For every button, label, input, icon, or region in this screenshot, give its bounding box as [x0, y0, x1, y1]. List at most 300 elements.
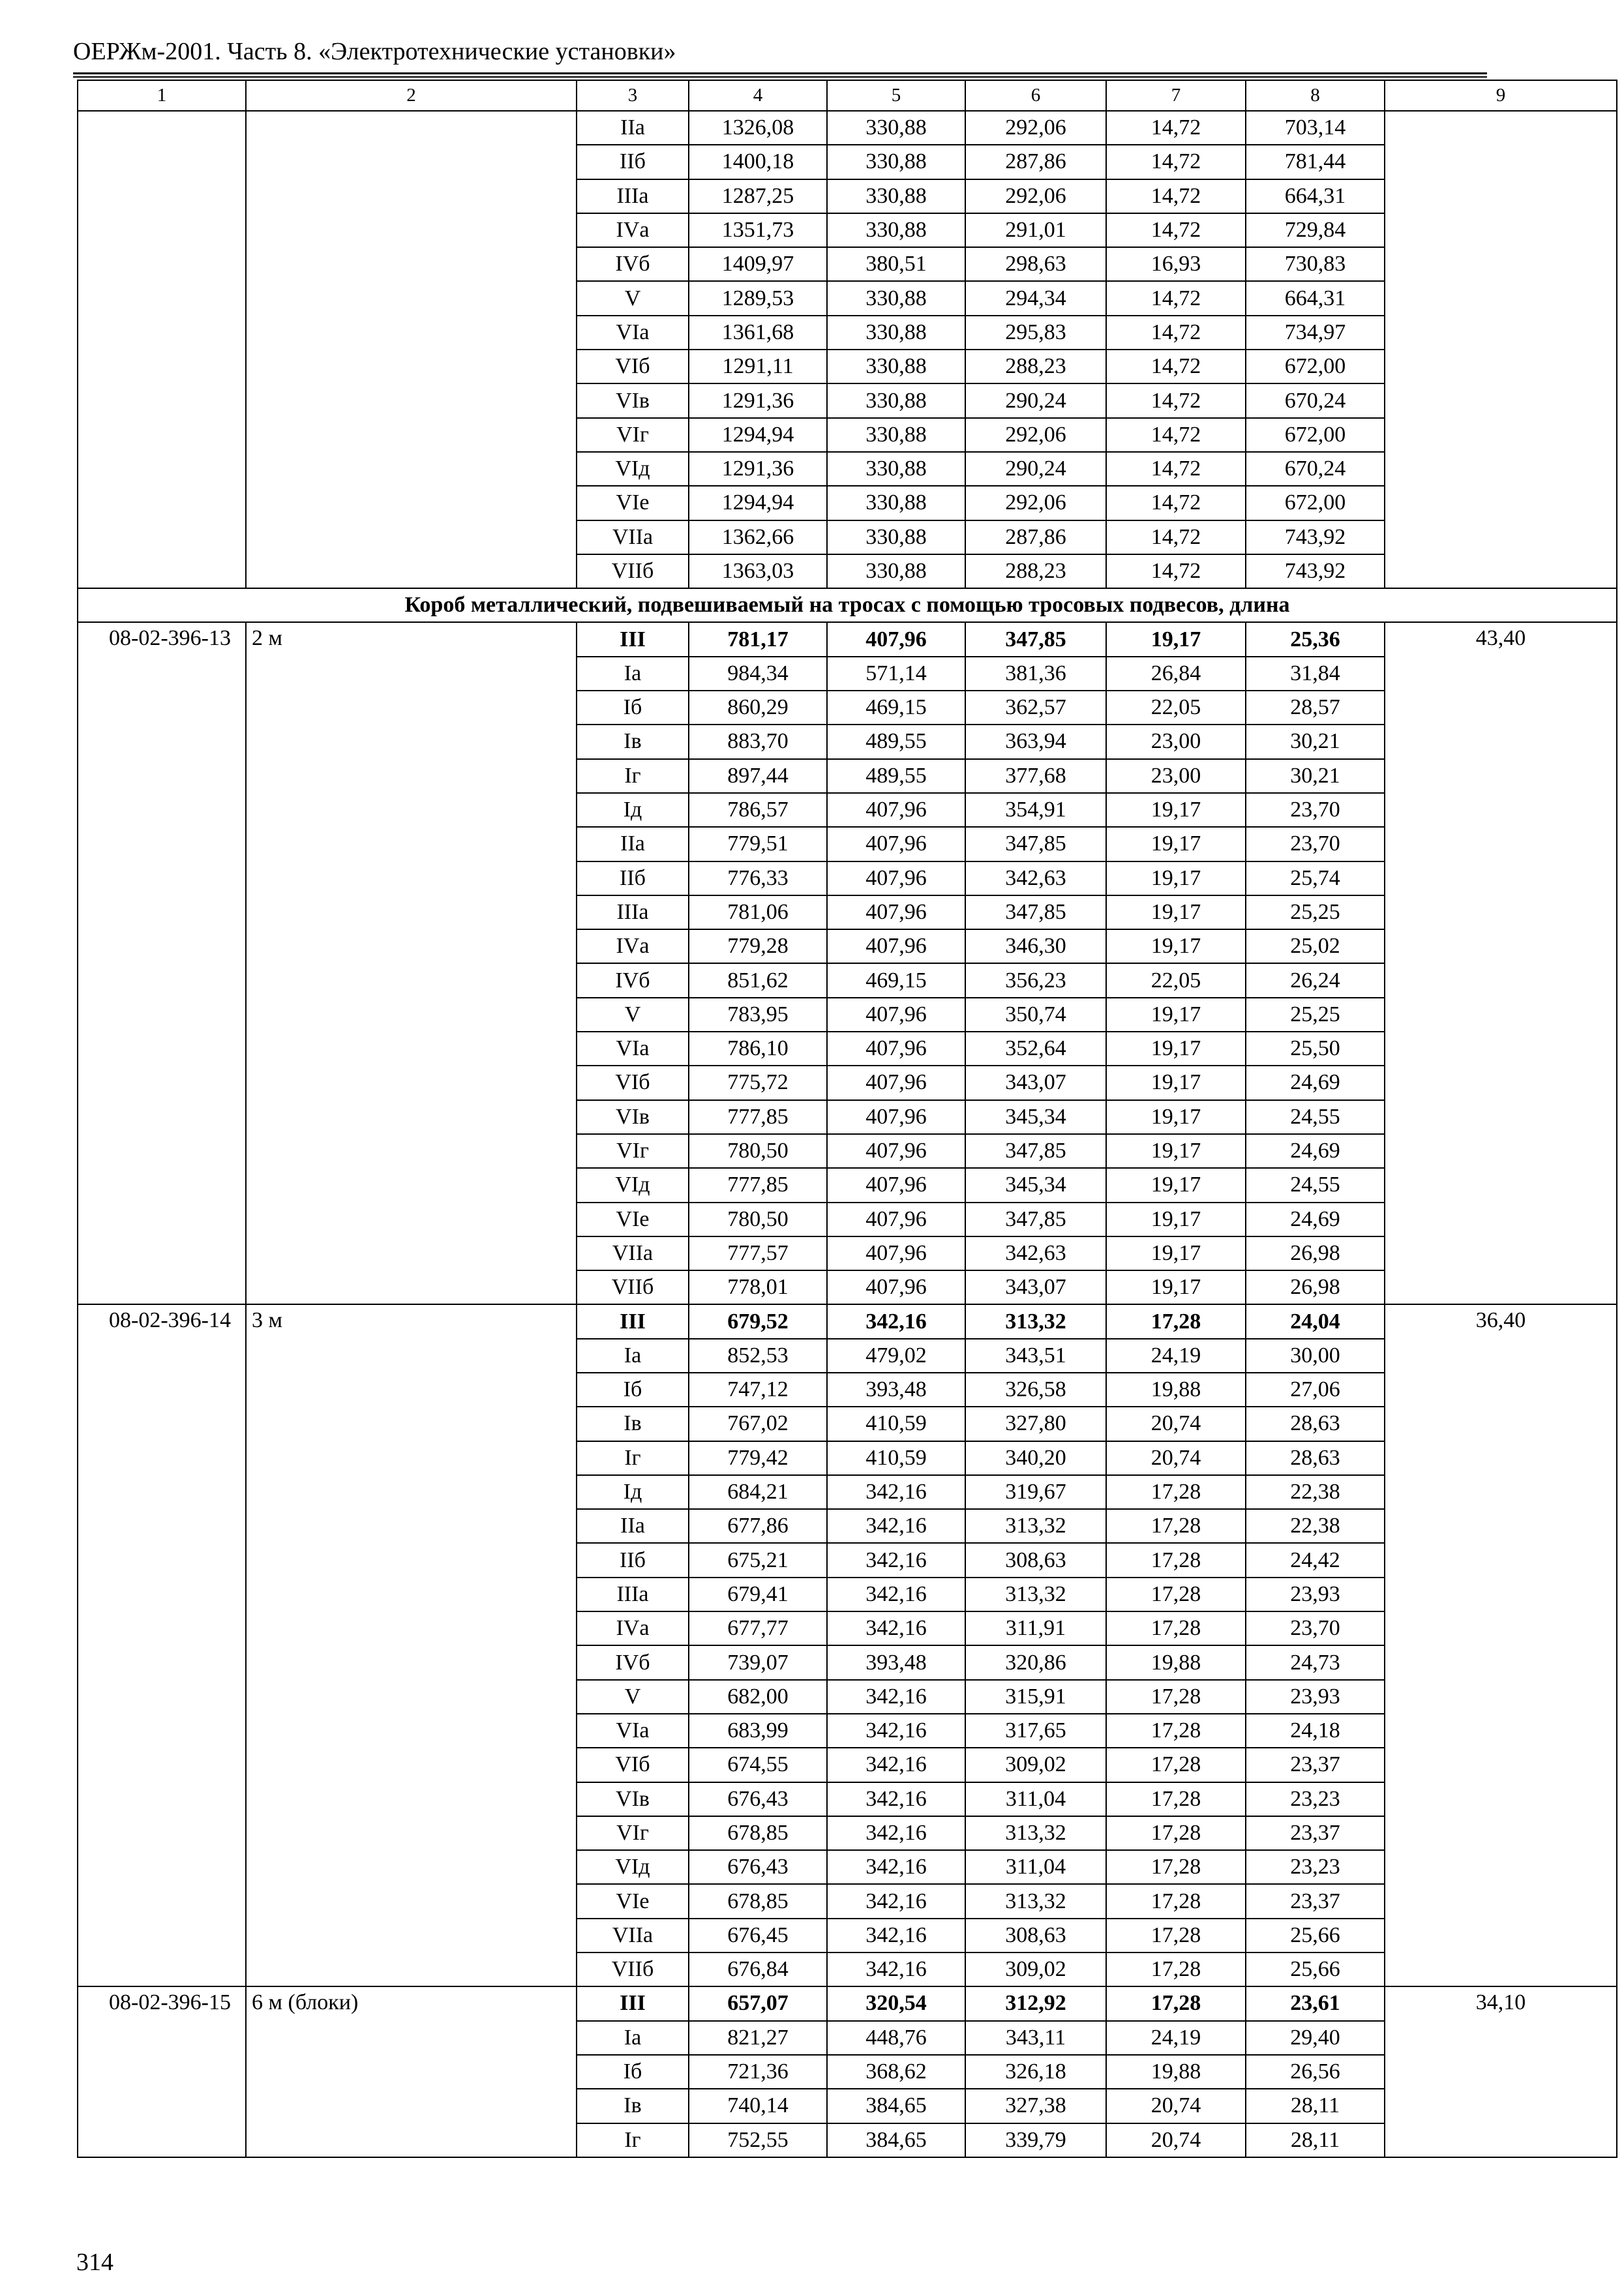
value-cell: 28,11 — [1246, 2089, 1385, 2123]
value-cell: 363,94 — [965, 725, 1106, 758]
zone-cell: Iд — [577, 1475, 689, 1509]
value-cell: 342,16 — [827, 1952, 965, 1986]
value-cell: 342,16 — [827, 1782, 965, 1816]
zone-cell: VIб — [577, 350, 689, 383]
value-cell: 734,97 — [1246, 316, 1385, 350]
value-cell: 489,55 — [827, 725, 965, 758]
value-cell: 672,00 — [1246, 486, 1385, 520]
zone-cell: VIIа — [577, 520, 689, 554]
value-cell: 14,72 — [1106, 418, 1246, 452]
value-cell: 779,42 — [689, 1441, 827, 1475]
zone-cell: VIб — [577, 1066, 689, 1100]
zone-cell: Iг — [577, 759, 689, 793]
value-cell: 19,88 — [1106, 2055, 1246, 2089]
value-cell: 339,79 — [965, 2123, 1106, 2157]
zone-cell: VIа — [577, 1714, 689, 1748]
value-cell: 17,28 — [1106, 1611, 1246, 1645]
value-cell: 29,40 — [1246, 2021, 1385, 2055]
value-cell: 17,28 — [1106, 1714, 1246, 1748]
value-cell: 393,48 — [827, 1645, 965, 1679]
page-number: 314 — [76, 2249, 113, 2276]
value-cell: 657,07 — [689, 1986, 827, 2020]
zone-cell: Iб — [577, 2055, 689, 2089]
value-cell: 677,77 — [689, 1611, 827, 1645]
value-cell: 1291,36 — [689, 452, 827, 486]
zone-cell: Iд — [577, 793, 689, 827]
section-title: Короб металлический, подвешиваемый на тросах с помощью тросовых подвесов, длина — [78, 588, 1617, 622]
table-row — [78, 622, 1617, 656]
value-cell: 730,83 — [1246, 247, 1385, 281]
value-cell: 19,17 — [1106, 929, 1246, 963]
value-cell: 14,72 — [1106, 179, 1246, 213]
value-cell: 31,84 — [1246, 657, 1385, 691]
value-cell: 342,16 — [827, 1611, 965, 1645]
value-cell: 775,72 — [689, 1066, 827, 1100]
zone-cell: VIд — [577, 1168, 689, 1202]
value-cell: 330,88 — [827, 213, 965, 247]
value-cell: 767,02 — [689, 1407, 827, 1441]
value-cell: 308,63 — [965, 1543, 1106, 1577]
value-cell: 342,16 — [827, 1748, 965, 1782]
value-cell: 729,84 — [1246, 213, 1385, 247]
zone-cell: IIа — [577, 1509, 689, 1543]
value-cell: 342,16 — [827, 1816, 965, 1850]
value-cell: 24,55 — [1246, 1168, 1385, 1202]
value-cell: 292,06 — [965, 486, 1106, 520]
value-cell: 309,02 — [965, 1952, 1106, 1986]
zone-cell: Iа — [577, 2021, 689, 2055]
value-cell: 752,55 — [689, 2123, 827, 2157]
value-cell: 330,88 — [827, 452, 965, 486]
value-cell: 19,88 — [1106, 1373, 1246, 1407]
value-cell: 407,96 — [827, 1203, 965, 1236]
value-cell: 448,76 — [827, 2021, 965, 2055]
value-cell: 984,34 — [689, 657, 827, 691]
value-cell: 670,24 — [1246, 383, 1385, 417]
value-cell: 407,96 — [827, 1168, 965, 1202]
value-cell: 19,17 — [1106, 998, 1246, 1032]
value-cell: 24,04 — [1246, 1304, 1385, 1338]
empty-cell — [1385, 111, 1617, 588]
value-cell: 347,85 — [965, 622, 1106, 656]
value-cell: 676,45 — [689, 1919, 827, 1952]
value-cell: 821,27 — [689, 2021, 827, 2055]
value-cell: 308,63 — [965, 1919, 1106, 1952]
rate-name: 2 м — [246, 622, 577, 1304]
value-cell: 25,36 — [1246, 622, 1385, 656]
value-cell: 1287,25 — [689, 179, 827, 213]
value-cell: 664,31 — [1246, 281, 1385, 315]
value-cell: 350,74 — [965, 998, 1106, 1032]
value-cell: 346,30 — [965, 929, 1106, 963]
value-cell: 17,28 — [1106, 1952, 1246, 1986]
value-cell: 23,61 — [1246, 1986, 1385, 2020]
zone-cell: IVб — [577, 1645, 689, 1679]
value-cell: 489,55 — [827, 759, 965, 793]
value-cell: 407,96 — [827, 929, 965, 963]
col9-value: 34,10 — [1385, 1986, 1617, 2157]
value-cell: 883,70 — [689, 725, 827, 758]
value-cell: 287,86 — [965, 520, 1106, 554]
zone-cell: III — [577, 622, 689, 656]
value-cell: 28,11 — [1246, 2123, 1385, 2157]
value-cell: 24,18 — [1246, 1714, 1385, 1748]
value-cell: 292,06 — [965, 111, 1106, 145]
value-cell: 25,50 — [1246, 1032, 1385, 1066]
document-header-title: ОЕРЖм-2001. Часть 8. «Электротехнические установки» — [73, 38, 676, 65]
value-cell: 340,20 — [965, 1441, 1106, 1475]
value-cell: 721,36 — [689, 2055, 827, 2089]
zone-cell: VIв — [577, 1100, 689, 1134]
value-cell: 23,93 — [1246, 1578, 1385, 1611]
value-cell: 17,28 — [1106, 1816, 1246, 1850]
value-cell: 1400,18 — [689, 145, 827, 179]
value-cell: 313,32 — [965, 1816, 1106, 1850]
column-number: 6 — [965, 80, 1106, 111]
zone-cell: VIе — [577, 1203, 689, 1236]
value-cell: 17,28 — [1106, 1850, 1246, 1884]
value-cell: 23,00 — [1106, 725, 1246, 758]
value-cell: 19,17 — [1106, 1032, 1246, 1066]
value-cell: 1409,97 — [689, 247, 827, 281]
section-title-row — [78, 588, 1617, 622]
value-cell: 676,84 — [689, 1952, 827, 1986]
value-cell: 679,41 — [689, 1578, 827, 1611]
value-cell: 17,28 — [1106, 1475, 1246, 1509]
value-cell: 851,62 — [689, 963, 827, 997]
value-cell: 17,28 — [1106, 1304, 1246, 1338]
zone-cell: V — [577, 281, 689, 315]
zone-cell: VIIа — [577, 1919, 689, 1952]
value-cell: 672,00 — [1246, 418, 1385, 452]
zone-cell: V — [577, 998, 689, 1032]
value-cell: 19,17 — [1106, 1270, 1246, 1304]
value-cell: 384,65 — [827, 2123, 965, 2157]
zone-cell: VIб — [577, 1748, 689, 1782]
value-cell: 479,02 — [827, 1339, 965, 1373]
value-cell: 16,93 — [1106, 247, 1246, 281]
value-cell: 1362,66 — [689, 520, 827, 554]
value-cell: 380,51 — [827, 247, 965, 281]
value-cell: 326,18 — [965, 2055, 1106, 2089]
value-cell: 313,32 — [965, 1509, 1106, 1543]
value-cell: 342,16 — [827, 1884, 965, 1918]
value-cell: 330,88 — [827, 111, 965, 145]
zone-cell: Iа — [577, 1339, 689, 1373]
zone-cell: VIв — [577, 383, 689, 417]
zone-cell: Iб — [577, 1373, 689, 1407]
zone-cell: IIб — [577, 1543, 689, 1577]
value-cell: 23,23 — [1246, 1850, 1385, 1884]
value-cell: 298,63 — [965, 247, 1106, 281]
value-cell: 30,00 — [1246, 1339, 1385, 1373]
value-cell: 20,74 — [1106, 1441, 1246, 1475]
value-cell: 343,51 — [965, 1339, 1106, 1373]
value-cell: 330,88 — [827, 281, 965, 315]
value-cell: 313,32 — [965, 1578, 1106, 1611]
rate-code: 08-02-396-13 — [78, 622, 246, 1304]
zone-cell: IIб — [577, 145, 689, 179]
value-cell: 672,00 — [1246, 350, 1385, 383]
value-cell: 407,96 — [827, 1236, 965, 1270]
zone-cell: VIIб — [577, 1270, 689, 1304]
value-cell: 14,72 — [1106, 554, 1246, 588]
value-cell: 777,85 — [689, 1100, 827, 1134]
value-cell: 347,85 — [965, 1203, 1106, 1236]
zone-cell: IIIа — [577, 1578, 689, 1611]
value-cell: 739,07 — [689, 1645, 827, 1679]
value-cell: 343,07 — [965, 1066, 1106, 1100]
zone-cell: IVб — [577, 963, 689, 997]
value-cell: 330,88 — [827, 145, 965, 179]
value-cell: 860,29 — [689, 691, 827, 725]
value-cell: 743,92 — [1246, 554, 1385, 588]
value-cell: 320,86 — [965, 1645, 1106, 1679]
value-cell: 291,01 — [965, 213, 1106, 247]
value-cell: 17,28 — [1106, 1748, 1246, 1782]
zone-cell: VIд — [577, 452, 689, 486]
rate-code: 08-02-396-15 — [78, 1986, 246, 2157]
value-cell: 393,48 — [827, 1373, 965, 1407]
value-cell: 22,38 — [1246, 1475, 1385, 1509]
value-cell: 24,69 — [1246, 1203, 1385, 1236]
value-cell: 1326,08 — [689, 111, 827, 145]
zone-cell: IVа — [577, 213, 689, 247]
value-cell: 30,21 — [1246, 725, 1385, 758]
value-cell: 326,58 — [965, 1373, 1106, 1407]
zone-cell: IVб — [577, 247, 689, 281]
value-cell: 330,88 — [827, 179, 965, 213]
empty-cell — [246, 111, 577, 588]
value-cell: 670,24 — [1246, 452, 1385, 486]
value-cell: 381,36 — [965, 657, 1106, 691]
value-cell: 783,95 — [689, 998, 827, 1032]
value-cell: 362,57 — [965, 691, 1106, 725]
value-cell: 330,88 — [827, 554, 965, 588]
value-cell: 1289,53 — [689, 281, 827, 315]
value-cell: 24,19 — [1106, 2021, 1246, 2055]
value-cell: 330,88 — [827, 383, 965, 417]
zone-cell: VIв — [577, 1782, 689, 1816]
rate-name: 6 м (блоки) — [246, 1986, 577, 2157]
value-cell: 679,52 — [689, 1304, 827, 1338]
zone-cell: VIг — [577, 418, 689, 452]
value-cell: 407,96 — [827, 622, 965, 656]
value-cell: 313,32 — [965, 1304, 1106, 1338]
value-cell: 852,53 — [689, 1339, 827, 1373]
header-rule — [73, 72, 1487, 74]
value-cell: 25,25 — [1246, 895, 1385, 929]
value-cell: 342,63 — [965, 861, 1106, 895]
zone-cell: Iв — [577, 2089, 689, 2123]
value-cell: 287,86 — [965, 145, 1106, 179]
value-cell: 786,57 — [689, 793, 827, 827]
value-cell: 320,54 — [827, 1986, 965, 2020]
zone-cell: VIг — [577, 1134, 689, 1168]
value-cell: 1294,94 — [689, 486, 827, 520]
value-cell: 14,72 — [1106, 111, 1246, 145]
value-cell: 26,24 — [1246, 963, 1385, 997]
zone-cell: Iв — [577, 725, 689, 758]
zone-cell: III — [577, 1304, 689, 1338]
value-cell: 26,98 — [1246, 1236, 1385, 1270]
value-cell: 26,84 — [1106, 657, 1246, 691]
value-cell: 410,59 — [827, 1441, 965, 1475]
value-cell: 407,96 — [827, 1032, 965, 1066]
value-cell: 26,56 — [1246, 2055, 1385, 2089]
value-cell: 740,14 — [689, 2089, 827, 2123]
zone-cell: Iг — [577, 2123, 689, 2157]
value-cell: 288,23 — [965, 554, 1106, 588]
zone-cell: Iв — [577, 1407, 689, 1441]
value-cell: 17,28 — [1106, 1782, 1246, 1816]
value-cell: 703,14 — [1246, 111, 1385, 145]
zone-cell: Iб — [577, 691, 689, 725]
col9-value: 36,40 — [1385, 1304, 1617, 1986]
value-cell: 17,28 — [1106, 1680, 1246, 1714]
value-cell: 342,16 — [827, 1475, 965, 1509]
value-cell: 22,05 — [1106, 691, 1246, 725]
column-number: 8 — [1246, 80, 1385, 111]
value-cell: 384,65 — [827, 2089, 965, 2123]
value-cell: 407,96 — [827, 1100, 965, 1134]
value-cell: 781,17 — [689, 622, 827, 656]
zone-cell: VIа — [577, 1032, 689, 1066]
zone-cell: VIг — [577, 1816, 689, 1850]
zone-cell: III — [577, 1986, 689, 2020]
value-cell: 19,17 — [1106, 827, 1246, 861]
value-cell: 17,28 — [1106, 1578, 1246, 1611]
value-cell: 290,24 — [965, 452, 1106, 486]
value-cell: 17,28 — [1106, 1919, 1246, 1952]
value-cell: 23,37 — [1246, 1748, 1385, 1782]
value-cell: 684,21 — [689, 1475, 827, 1509]
value-cell: 23,70 — [1246, 827, 1385, 861]
value-cell: 342,63 — [965, 1236, 1106, 1270]
value-cell: 347,85 — [965, 827, 1106, 861]
zone-cell: IIб — [577, 861, 689, 895]
value-cell: 675,21 — [689, 1543, 827, 1577]
value-cell: 23,70 — [1246, 1611, 1385, 1645]
empty-cell — [78, 111, 246, 588]
col9-value: 43,40 — [1385, 622, 1617, 1304]
value-cell: 23,00 — [1106, 759, 1246, 793]
zone-cell: IIа — [577, 111, 689, 145]
value-cell: 30,21 — [1246, 759, 1385, 793]
value-cell: 343,07 — [965, 1270, 1106, 1304]
value-cell: 343,11 — [965, 2021, 1106, 2055]
value-cell: 14,72 — [1106, 316, 1246, 350]
value-cell: 407,96 — [827, 861, 965, 895]
value-cell: 347,85 — [965, 1134, 1106, 1168]
value-cell: 342,16 — [827, 1850, 965, 1884]
value-cell: 781,44 — [1246, 145, 1385, 179]
column-number: 3 — [577, 80, 689, 111]
value-cell: 330,88 — [827, 316, 965, 350]
value-cell: 14,72 — [1106, 452, 1246, 486]
value-cell: 311,04 — [965, 1782, 1106, 1816]
value-cell: 330,88 — [827, 350, 965, 383]
value-cell: 345,34 — [965, 1168, 1106, 1202]
value-cell: 352,64 — [965, 1032, 1106, 1066]
value-cell: 17,28 — [1106, 1543, 1246, 1577]
value-cell: 747,12 — [689, 1373, 827, 1407]
value-cell: 571,14 — [827, 657, 965, 691]
value-cell: 19,17 — [1106, 793, 1246, 827]
value-cell: 28,63 — [1246, 1407, 1385, 1441]
value-cell: 327,80 — [965, 1407, 1106, 1441]
value-cell: 342,16 — [827, 1578, 965, 1611]
value-cell: 295,83 — [965, 316, 1106, 350]
value-cell: 777,85 — [689, 1168, 827, 1202]
zone-cell: VIIб — [577, 1952, 689, 1986]
value-cell: 677,86 — [689, 1509, 827, 1543]
zone-cell: Iа — [577, 657, 689, 691]
value-cell: 23,37 — [1246, 1884, 1385, 1918]
value-cell: 674,55 — [689, 1748, 827, 1782]
value-cell: 14,72 — [1106, 281, 1246, 315]
value-cell: 17,28 — [1106, 1884, 1246, 1918]
value-cell: 25,74 — [1246, 861, 1385, 895]
rate-code: 08-02-396-14 — [78, 1304, 246, 1986]
value-cell: 19,17 — [1106, 1168, 1246, 1202]
value-cell: 330,88 — [827, 418, 965, 452]
value-cell: 676,43 — [689, 1782, 827, 1816]
value-cell: 342,16 — [827, 1509, 965, 1543]
value-cell: 897,44 — [689, 759, 827, 793]
zone-cell: VIа — [577, 316, 689, 350]
rate-name: 3 м — [246, 1304, 577, 1986]
header-rule-thin — [73, 76, 1487, 78]
value-cell: 354,91 — [965, 793, 1106, 827]
value-cell: 342,16 — [827, 1714, 965, 1748]
value-cell: 786,10 — [689, 1032, 827, 1066]
zone-cell: IVа — [577, 1611, 689, 1645]
value-cell: 27,06 — [1246, 1373, 1385, 1407]
value-cell: 290,24 — [965, 383, 1106, 417]
column-number: 9 — [1385, 80, 1617, 111]
zone-cell: VIIб — [577, 554, 689, 588]
value-cell: 1361,68 — [689, 316, 827, 350]
value-cell: 25,02 — [1246, 929, 1385, 963]
zone-cell: V — [577, 1680, 689, 1714]
value-cell: 309,02 — [965, 1748, 1106, 1782]
value-cell: 407,96 — [827, 1134, 965, 1168]
value-cell: 19,17 — [1106, 1100, 1246, 1134]
value-cell: 25,66 — [1246, 1919, 1385, 1952]
value-cell: 1363,03 — [689, 554, 827, 588]
value-cell: 28,63 — [1246, 1441, 1385, 1475]
zone-cell: IIIа — [577, 895, 689, 929]
rates-table — [77, 80, 1617, 2158]
value-cell: 24,19 — [1106, 1339, 1246, 1373]
value-cell: 1291,36 — [689, 383, 827, 417]
value-cell: 311,04 — [965, 1850, 1106, 1884]
value-cell: 19,17 — [1106, 1236, 1246, 1270]
value-cell: 342,16 — [827, 1919, 965, 1952]
value-cell: 292,06 — [965, 179, 1106, 213]
value-cell: 777,57 — [689, 1236, 827, 1270]
value-cell: 469,15 — [827, 691, 965, 725]
zone-cell: IIIа — [577, 179, 689, 213]
value-cell: 14,72 — [1106, 350, 1246, 383]
value-cell: 1351,73 — [689, 213, 827, 247]
value-cell: 683,99 — [689, 1714, 827, 1748]
column-number: 1 — [78, 80, 246, 111]
value-cell: 23,70 — [1246, 793, 1385, 827]
value-cell: 678,85 — [689, 1816, 827, 1850]
value-cell: 14,72 — [1106, 486, 1246, 520]
